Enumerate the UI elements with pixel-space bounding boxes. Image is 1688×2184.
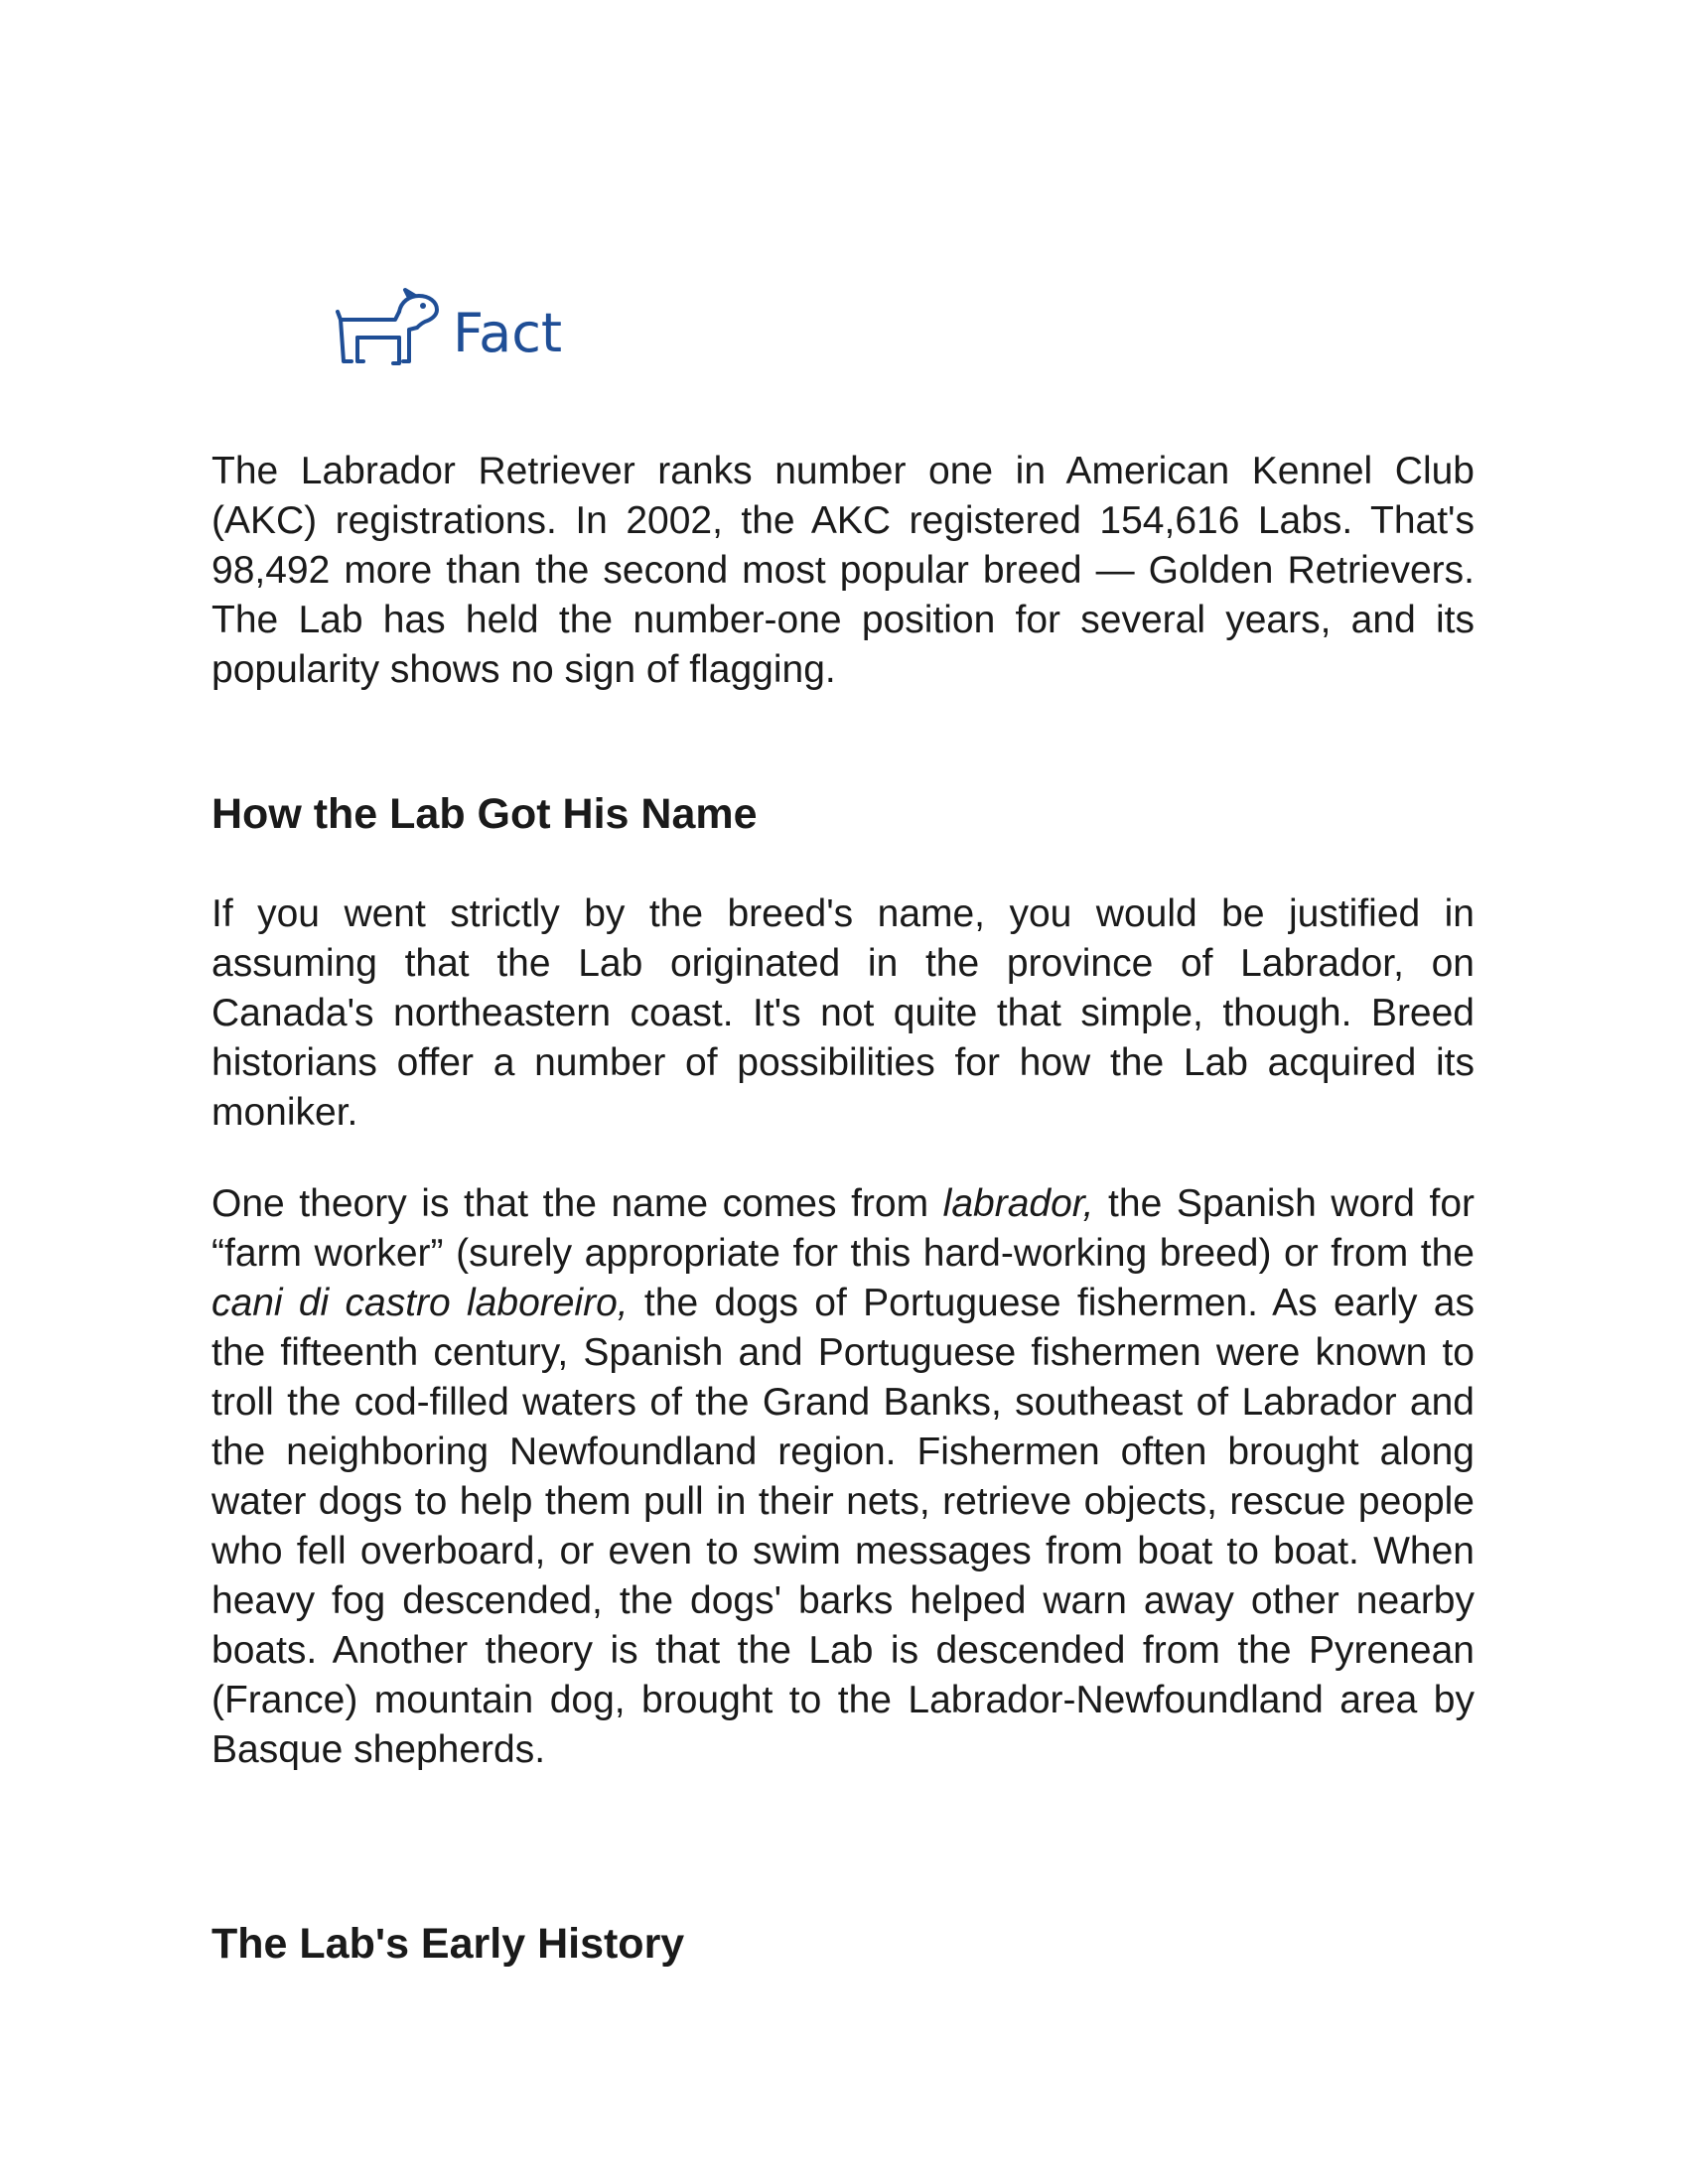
- section-heading: How the Lab Got His Name: [211, 790, 758, 838]
- paragraph: [211, 1179, 1475, 1775]
- fact-box: [211, 447, 1475, 695]
- dog-icon: [334, 282, 572, 377]
- section-heading: The Lab's Early History: [211, 1920, 685, 1968]
- text-run: the Spanish word for “farm worker” (surely appropriate for this hard-working breed) or from the: [211, 1182, 1475, 1275]
- fact-logo: [334, 282, 572, 377]
- section-paragraph-2: [211, 1179, 1475, 1775]
- paragraph: If you went strictly by the breed's name, you would be justified in assuming that the Lab originated in the province of Labrador, on Canada's northeastern coast. It's not quite that simple, though. Breed historians offer a number of possibilities for how the Lab acquired its moniker.: [211, 892, 1475, 1134]
- text-run: the dogs of Portuguese fishermen. As early as the fifteenth century, Spanish and Portuguese fishermen were known to troll the cod-filled waters of the Grand Banks, southeast of Labrador and the neighboring Newfoundland region. Fishermen often brought along water dogs to help them pull in their nets, retrieve objects, rescue people who fell overboard, or even to swim messages from boat to boat. When heavy fog descended, the dogs' barks helped warn away other nearby boats. Another theory is that the Lab is descended from the Pyrenean (France) mountain dog, brought to the Labrador-Newfoundland area by Basque shepherds.: [211, 1282, 1475, 1771]
- italic-term: cani di castro laboreiro,: [211, 1282, 629, 1324]
- section-early-history: [211, 1918, 1475, 1970]
- fact-paragraph: The Labrador Retriever ranks number one in American Kennel Club (AKC) registrations. In 2002, the AKC registered 154,616 Labs. That's 98,492 more than the second most popular breed — Golden Retrievers. The Lab has held the number-one position for several years, and its popularity shows no sign of flagging.: [211, 450, 1475, 691]
- italic-term: labrador,: [942, 1182, 1094, 1225]
- text-run: One theory is that the name comes from: [211, 1182, 943, 1225]
- section-paragraph-1: [211, 889, 1475, 1138]
- section-how-lab-got-name: [211, 788, 1475, 840]
- fact-label: Fact: [453, 302, 563, 364]
